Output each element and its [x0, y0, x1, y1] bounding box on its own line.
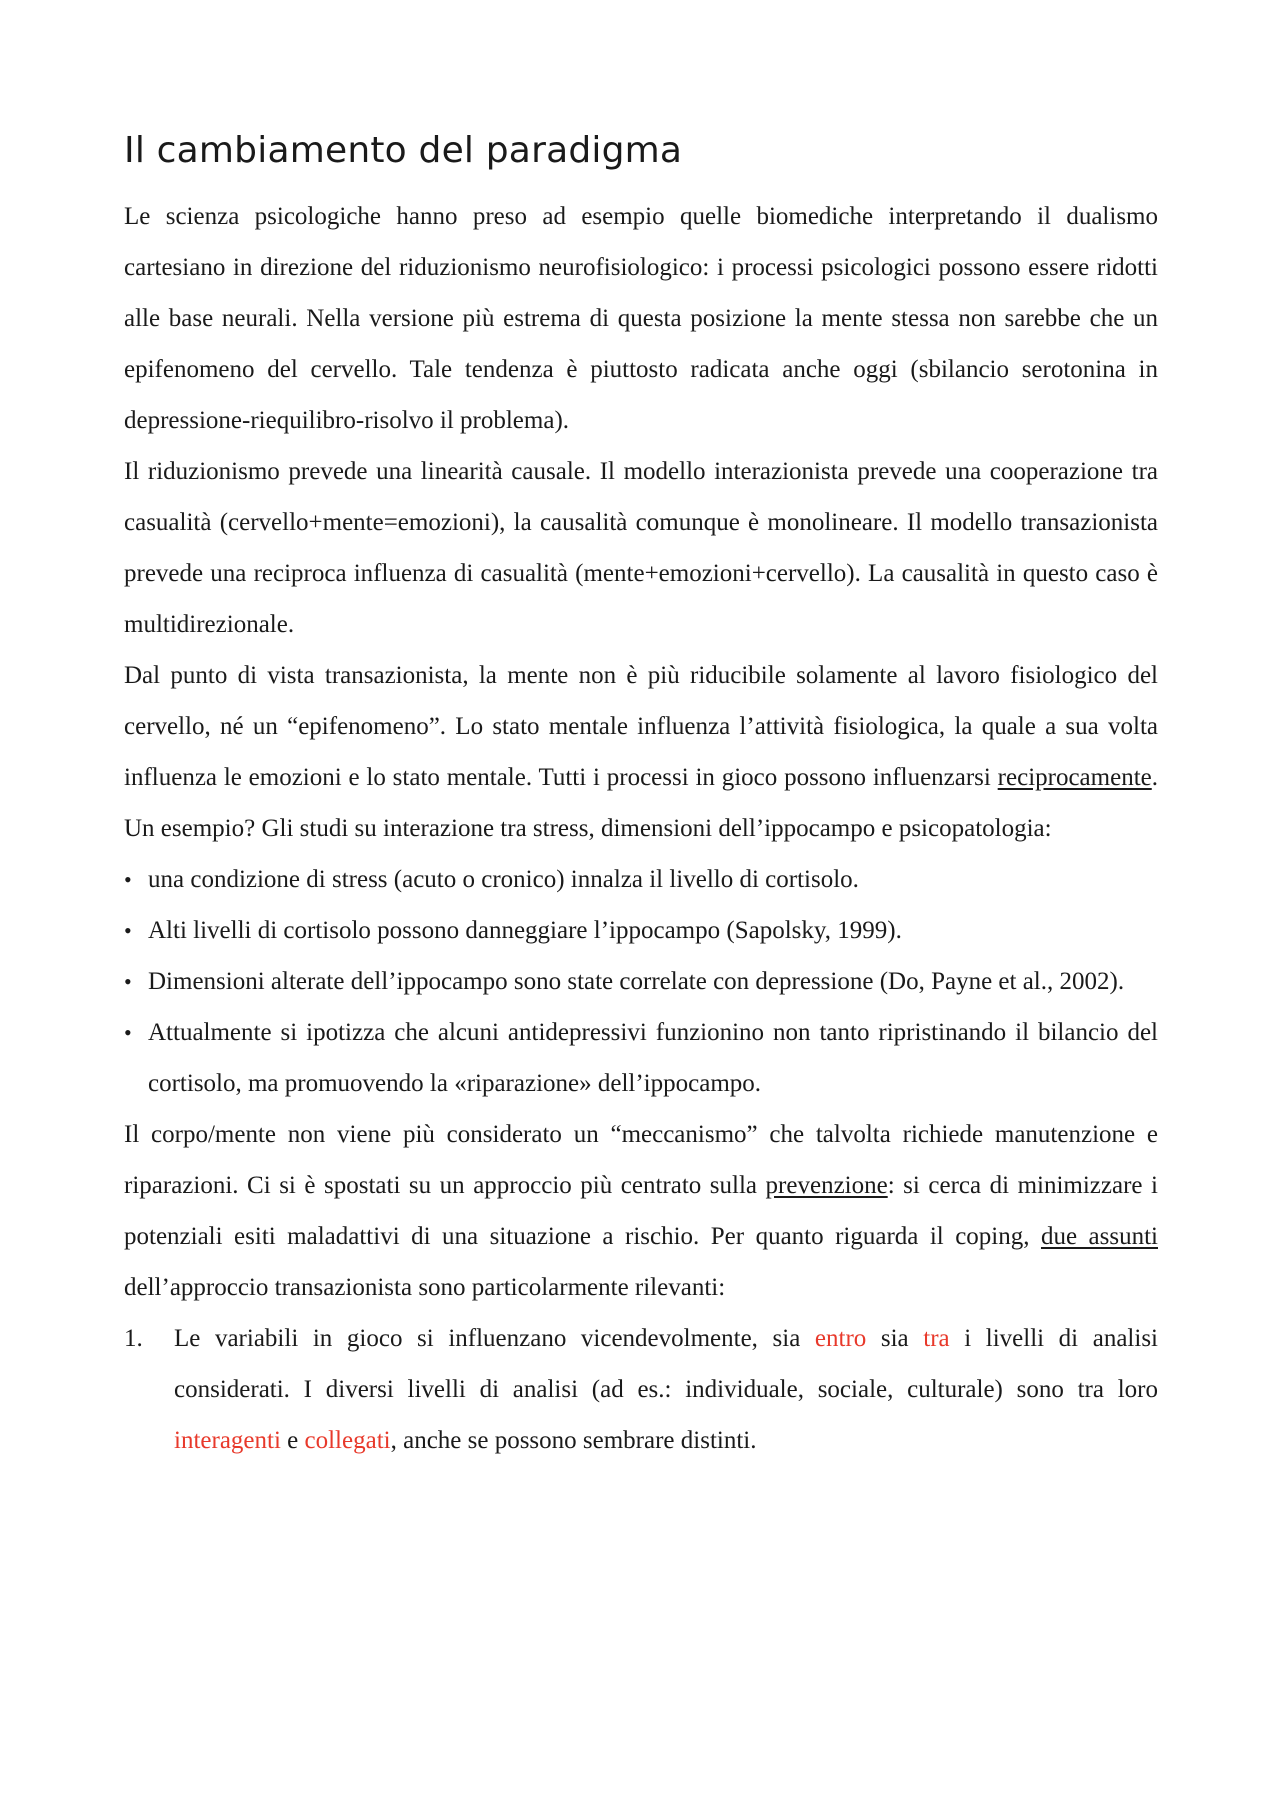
- bullet-icon: •: [124, 918, 132, 943]
- numbered-item: [124, 1313, 1158, 1466]
- bullet-icon: •: [124, 969, 132, 994]
- bullet-list: [124, 854, 1158, 1109]
- list-item-text: una condizione di stress (acuto o cronico) innalza il livello di cortisolo.: [148, 866, 859, 893]
- highlight-interagenti: interagenti: [174, 1427, 281, 1454]
- list-item: [124, 1007, 1158, 1109]
- list-item-text: Attualmente si ipotizza che alcuni antidepressivi funzionino non tanto ripristinando il bilancio del cortisolo, ma promuovendo la «riparazione» dell’ippocampo.: [148, 1019, 1158, 1097]
- text-span: dell’approccio transazionista sono particolarmente rilevanti:: [124, 1274, 726, 1301]
- document-page: [124, 130, 1158, 1466]
- list-item-text: Alti livelli di cortisolo possono danneggiare l’ippocampo (Sapolsky, 1999).: [148, 917, 902, 944]
- underlined-term-reciprocamente: reciprocamente: [997, 764, 1152, 791]
- paragraph-causality-models: Il riduzionismo prevede una linearità causale. Il modello interazionista prevede una cooperazione tra casualità (cervello+mente=emozioni), la causalità comunque è monolineare. Il modello transazionista prevede una reciproca influenza di casualità (mente+emozioni+cervello). La causalità in questo caso è multidirezionale.: [124, 458, 1158, 638]
- text-span: Dal punto di vista transazionista, la mente non è più riducibile solamente al lavoro fisiologico del cervello, né un “epifenomeno”. Lo stato mentale influenza l’attività fisiologica, la quale a sua volta influenza le emozioni e lo stato mentale. Tutti i processi in gioco possono influenzarsi: [124, 662, 1158, 791]
- list-item: [124, 956, 1158, 1007]
- text-span: Le variabili in gioco si influenzano vicendevolmente, sia: [174, 1325, 815, 1352]
- text-span: : si cerca di minimizzare i potenziali esiti maladattivi di una situazione a rischio. Per quanto riguarda il coping,: [124, 1172, 1158, 1250]
- highlight-tra: tra: [923, 1325, 950, 1352]
- numbered-list: [124, 1313, 1158, 1466]
- list-item: [124, 854, 1158, 905]
- underlined-term-prevenzione: prevenzione: [765, 1172, 888, 1199]
- paragraph-prevention: [124, 1109, 1158, 1313]
- paragraph-transactional-view: [124, 650, 1158, 854]
- highlight-collegati: collegati: [304, 1427, 391, 1454]
- bullet-icon: •: [124, 867, 132, 892]
- text-span: i livelli di analisi considerati. I diversi livelli di analisi (ad es.: individuale, sociale, culturale) sono tra loro: [174, 1325, 1158, 1403]
- text-span: sia: [866, 1325, 924, 1352]
- document-body: [124, 191, 1158, 1466]
- list-item: [124, 905, 1158, 956]
- list-item-text: Dimensioni alterate dell’ippocampo sono state correlate con depressione (Do, Payne et al., 2002).: [148, 968, 1125, 995]
- page-title: Il cambiamento del paradigma: [124, 130, 683, 171]
- text-span: . Un esempio? Gli studi su interazione tra stress, dimensioni dell’ippocampo e psicopatologia:: [124, 764, 1158, 842]
- list-number: 1.: [124, 1325, 143, 1352]
- text-span: Il corpo/mente non viene più considerato un “meccanismo” che talvolta richiede manutenzione e riparazioni. Ci si è spostati su un approccio più centrato sulla: [124, 1121, 1158, 1199]
- bullet-icon: •: [124, 1020, 132, 1045]
- highlight-entro: entro: [814, 1325, 867, 1352]
- text-span: , anche se possono sembrare distinti.: [390, 1427, 757, 1454]
- underlined-term-due-assunti: due assunti: [1040, 1223, 1158, 1250]
- paragraph-reductionism-intro: Le scienza psicologiche hanno preso ad esempio quelle biomediche interpretando il dualismo cartesiano in direzione del riduzionismo neurofisiologico: i processi psicologici possono essere ridotti alle base neurali. Nella versione più estrema di questa posizione la mente stessa non sarebbe che un epifenomeno del cervello. Tale tendenza è piuttosto radicata anche oggi (sbilancio serotonina in depressione-riequilibro-risolvo il problema).: [124, 203, 1158, 434]
- text-span: e: [280, 1427, 305, 1454]
